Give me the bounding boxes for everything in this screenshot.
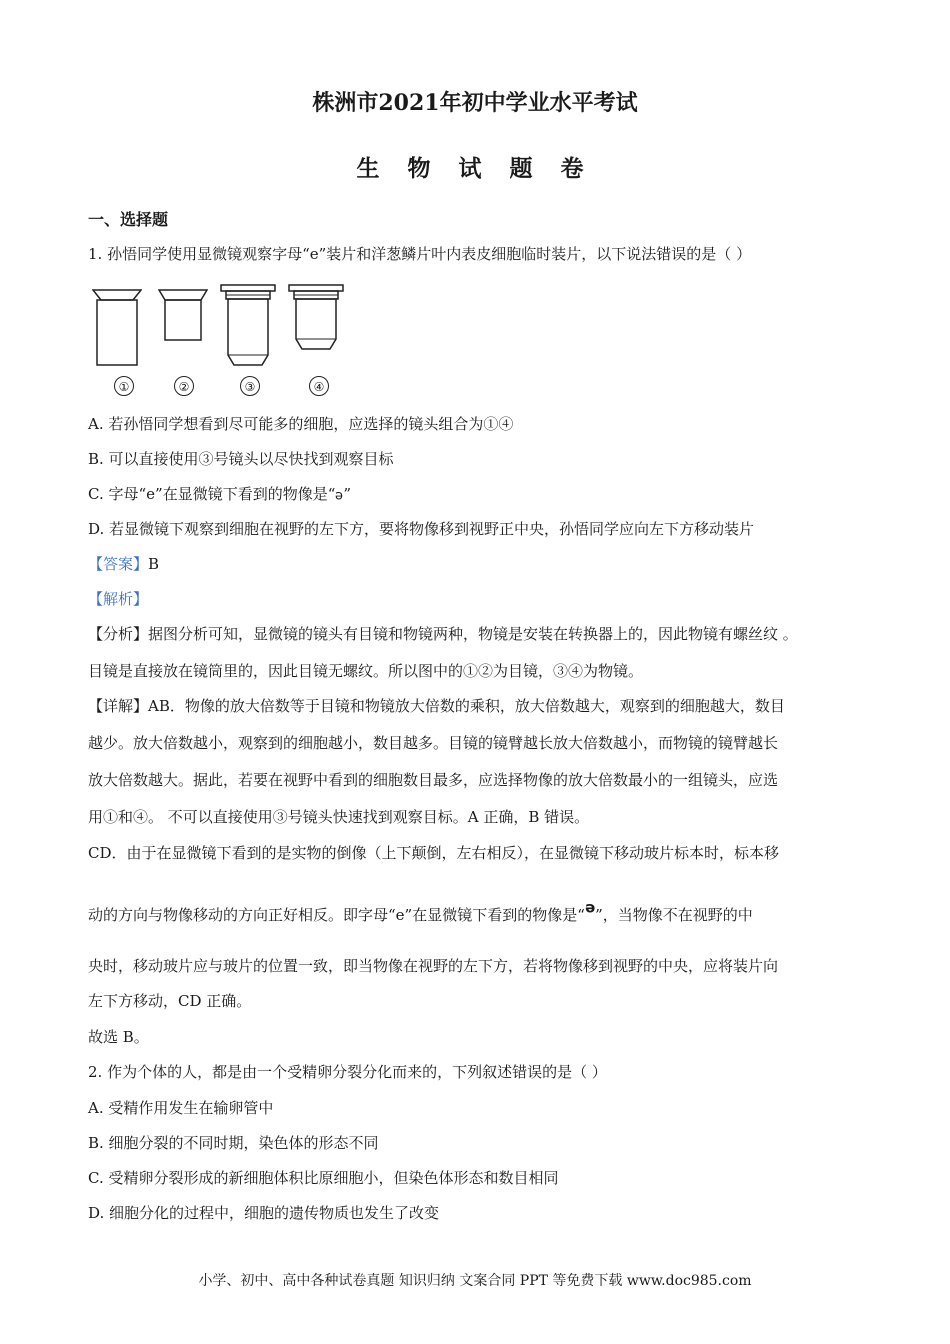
q1-answer: [88, 553, 159, 574]
fenxi-line-1: 【分析】据图分析可知，显微镜的镜头有目镜和物镜两种，物镜是安装在转换器上的，因此物镜有螺丝纹 。: [88, 625, 798, 643]
section-heading: 一、选择题: [88, 210, 169, 229]
q1-option-a: A. 若孙悟同学想看到尽可能多的细胞，应选择的镜头组合为①④: [88, 415, 514, 433]
cd-line-4: 左下方移动，CD 正确。: [88, 992, 252, 1010]
objective-long-lens: [220, 283, 276, 369]
cd-line-3: 央时，移动玻片应与玻片的位置一致，即当物像在视野的左下方，若将物像移到视野的中央，应将装片向: [88, 957, 779, 975]
xiangjie-line-3: 放大倍数越大。据此，若要在视野中看到的细胞数目最多，应选择物像的放大倍数最小的一组镜头，应选: [88, 771, 779, 789]
question-2-stem: 2. 作为个体的人，都是由一个受精卵分裂分化而来的，下列叙述错误的是（ ）: [88, 1063, 607, 1081]
question-1-stem: 1. 孙悟同学使用显微镜观察字母“e”装片和洋葱鳞片叶内表皮细胞临时装片，以下说法错误的是（ ）: [88, 245, 752, 263]
answer-value: B: [148, 555, 160, 573]
q1-option-c: C. 字母“e”在显微镜下看到的物像是“e”: [88, 485, 352, 503]
answer-tag: 【答案】: [88, 555, 149, 573]
lens-label-3: ③: [240, 376, 260, 396]
xiangjie-line-4: 用①和④。 不可以直接使用③号镜头快速找到观察目标。A 正确，B 错误。: [88, 808, 590, 826]
xiangjie-tag: 【详解】: [88, 697, 149, 715]
q2-option-b: B. 细胞分裂的不同时期，染色体的形态不同: [88, 1134, 379, 1152]
xiangjie-line-2: 越少。放大倍数越小，观察到的细胞越小，数目越多。目镜的镜臂越长放大倍数越小，而物镜的镜臂越长: [88, 734, 779, 752]
q1-conclusion: 故选 B。: [88, 1028, 149, 1046]
lens-label-2: ②: [174, 376, 194, 396]
q2-option-a: A. 受精作用发生在输卵管中: [88, 1099, 274, 1117]
fenxi-line-2: 目镜是直接放在镜筒里的，因此目镜无螺纹。所以图中的①②为目镜，③④为物镜。: [88, 662, 644, 680]
page-footer: 小学、初中、高中各种试卷真题 知识归纳 文案合同 PPT 等免费下载 www.doc985.com: [198, 1273, 752, 1289]
q1-option-b: B. 可以直接使用③号镜头以尽快找到观察目标: [88, 450, 394, 468]
exam-title: 株洲市2021年初中学业水平考试: [312, 90, 638, 116]
xiangjie-line-1: 【详解】AB．物像的放大倍数等于目镜和物镜放大倍数的乘积，放大倍数越大，观察到的细胞越大，数目: [88, 697, 785, 715]
inverted-e-glyph: e: [584, 900, 596, 918]
exam-subtitle: 生 物 试 题 卷: [356, 155, 594, 182]
lens-label-4: ④: [309, 376, 329, 396]
eyepiece-long-lens: [92, 289, 142, 369]
analysis-tag: 【解析】: [88, 590, 149, 608]
objective-short-lens: [288, 283, 344, 353]
inverted-e-glyph: e: [335, 488, 344, 503]
fenxi-tag: 【分析】: [88, 625, 149, 643]
q2-option-d: D. 细胞分化的过程中，细胞的遗传物质也发生了改变: [88, 1204, 440, 1222]
cd-line-1: CD．由于在显微镜下看到的是实物的倒像（上下颠倒，左右相反），在显微镜下移动玻片标本时，标本移: [88, 844, 780, 862]
eyepiece-short-lens: [158, 289, 208, 343]
cd-line-2: 动的方向与物像移动的方向正好相反。即字母“e”在显微镜下看到的物像是“e”，当物像不在视野的中: [88, 900, 753, 924]
lens-label-1: ①: [114, 376, 134, 396]
q2-option-c: C. 受精卵分裂形成的新细胞体积比原细胞小，但染色体形态和数目相同: [88, 1169, 559, 1187]
q1-option-d: D. 若显微镜下观察到细胞在视野的左下方，要将物像移到视野正中央，孙悟同学应向左下方移动装片: [88, 520, 755, 538]
